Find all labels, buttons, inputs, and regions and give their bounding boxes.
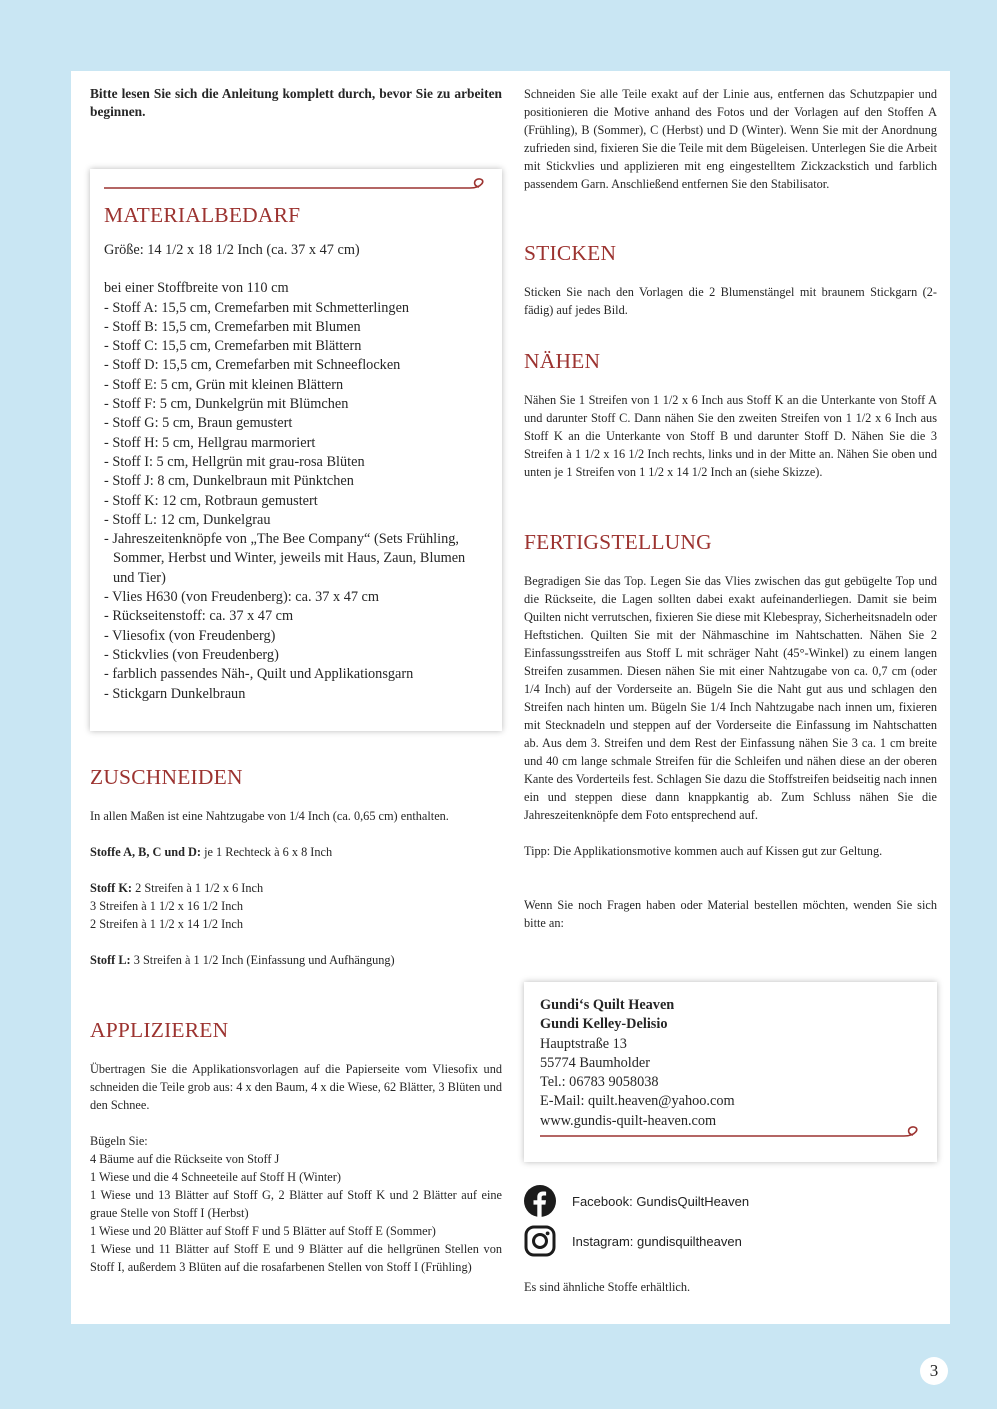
material-box [90, 169, 502, 731]
sticken-text: Sticken Sie nach den Vorlagen die 2 Blumenstängel mit braunem Stickgarn (2-fädig) auf jedes Bild. [524, 285, 937, 317]
material-width-note: bei einer Stoffbreite von 110 cm [104, 280, 289, 297]
facebook-icon [524, 1185, 556, 1217]
material-heading: MATERIALBEDARF [104, 203, 301, 227]
applizieren-continued: Schneiden Sie alle Teile exakt auf der Linie aus, entfernen das Schutzpapier und positionieren die Motive anhand des Fotos und der Vorlagen auf den Stoffen A (Frühling), B (Sommer), C (Herbst) und D (Winter). Wenn Sie mit der Anordnung zufrieden sind, fixieren Sie die Teile mit dem Bügeleisen. Unterlegen Sie die Arbeit mit Stickvlies und applizieren mit eng eingestelltem Zickzackstich und farblich passendem Garn. Anschließend entfernen Sie den Stabilisator. [524, 87, 937, 191]
material-item: - Jahreszeitenknöpfe von „The Bee Company“ (Sets Frühling, Sommer, Herbst und Winter, jeweils mit Haus, Zaun, Blumen und Tier) [104, 531, 466, 586]
contact-name1: Gundi‘s Quilt Heaven [540, 997, 675, 1013]
material-item: - Stickvlies (von Freudenberg) [104, 646, 279, 663]
fertig-heading: FERTIGSTELLUNG [524, 530, 712, 554]
naehen-heading: NÄHEN [524, 349, 601, 373]
fertig-section [524, 530, 937, 932]
intro-text: Bitte lesen Sie sich die Anleitung komplett durch, bevor Sie zu arbeiten beginnen. [90, 86, 502, 119]
facebook-row[interactable] [524, 1184, 937, 1218]
cut-abcd-text: je 1 Rechteck à 6 x 8 Inch [201, 845, 333, 859]
zuschneiden-intro: In allen Maßen ist eine Nahtzugabe von 1/4 Inch (ca. 0,65 cm) enthalten. [90, 809, 449, 823]
material-item: - farblich passendes Näh-, Quilt und Applikationsgarn [104, 666, 414, 683]
applizieren-heading: APPLIZIEREN [90, 1018, 229, 1042]
material-item: - Stoff F: 5 cm, Dunkelgrün mit Blümchen [104, 396, 349, 413]
buegeln-line: 1 Wiese und die 4 Schneeteile auf Stoff H (Winter) [90, 1170, 341, 1184]
material-item: - Stickgarn Dunkelbraun [104, 685, 246, 702]
cut-l [90, 951, 502, 969]
fertig-text: Begradigen Sie das Top. Legen Sie das Vlies zwischen das gut gebügelte Top und die Rückseite, die Lagen sollten dabei exakt aufeinanderliegen. Damit sie beim Quilten nicht verrutschen, fixieren Sie diese mit Klebespray, Sicherheitsnadeln oder Heftstichen. Quilten Sie mit der Nähmaschine im Nahtschatten. Nähen Sie 2 Einfassungsstreifen aus Stoff L mit schräger Naht (45°-Winkel) zu einem langen Streifen zusammen. Diesen nähen Sie mit einer Nahtzugabe von ca. 0,7 cm (oder 1/4 Inch) auf der Vorderseite an. Bügeln Sie die Naht gut aus und schlagen den Streifen nach hinten um. Bügeln Sie 1/4 Inch Nahtzugabe nach innen um, fixieren mit Stecknadeln und steppen auf der Vorderseite die Einfassung im Nahtschatten ab. Aus dem 3. Streifen und dem Rest der Einfassung nähen Sie 3 ca. 1 cm breite und 40 cm lange schmale Streifen für die Schleifen und nähen diese an der oberen Kante des Vorderteils fest. Schlagen Sie dazu die Stoffstreifen beidseitig nach innen ein und steppen diese dann knappkantig ab. Zum Schluss nähen Sie die Jahreszeitenknöpfe dem Foto entsprechend auf. [524, 574, 937, 822]
material-list [104, 299, 488, 704]
material-item: - Stoff H: 5 cm, Hellgrau marmoriert [104, 434, 316, 451]
contact-street: Hauptstraße 13 [540, 1035, 627, 1052]
material-item: - Stoff D: 15,5 cm, Cremefarben mit Schneeflocken [104, 357, 401, 374]
cut-l-label: Stoff L: [90, 953, 131, 967]
buegeln-label: Bügeln Sie: [90, 1134, 148, 1148]
material-item: - Stoff G: 5 cm, Braun gemustert [104, 415, 293, 432]
page-sheet [71, 71, 950, 1324]
zuschneiden-section [90, 765, 502, 969]
instagram-row[interactable] [524, 1224, 937, 1258]
right-column [524, 85, 937, 1294]
material-item: - Stoff B: 15,5 cm, Cremefarben mit Blumen [104, 318, 361, 335]
instagram-label[interactable]: Instagram: gundisquiltheaven [572, 1233, 742, 1249]
material-item: - Stoff K: 12 cm, Rotbraun gemustert [104, 492, 318, 509]
page-number: 3 [920, 1357, 948, 1385]
contact-city: 55774 Baumholder [540, 1054, 650, 1071]
cut-k-line3: 2 Streifen à 1 1/2 x 14 1/2 Inch [90, 917, 243, 931]
material-item: - Rückseitenstoff: ca. 37 x 47 cm [104, 608, 294, 625]
material-item: - Stoff A: 15,5 cm, Cremefarben mit Schmetterlingen [104, 299, 410, 316]
material-item: - Stoff J: 8 cm, Dunkelbraun mit Pünktchen [104, 473, 354, 490]
naehen-section [524, 349, 937, 481]
cut-abcd-label: Stoffe A, B, C und D: [90, 845, 202, 859]
material-item: - Vlies H630 (von Freudenberg): ca. 37 x 47 cm [104, 589, 380, 606]
facebook-label[interactable]: Facebook: GundisQuiltHeaven [572, 1193, 750, 1209]
swirl-divider-icon [540, 1125, 924, 1147]
zuschneiden-heading: ZUSCHNEIDEN [90, 765, 243, 789]
naehen-text: Nähen Sie 1 Streifen von 1 1/2 x 6 Inch aus Stoff K an die Unterkante von Stoff A und darunter Stoff C. Dann nähen Sie den zweiten Streifen von 1 1/2 x 6 Inch aus Stoff K an die Unterkante von Stoff B und darunter Stoff D. Nähen Sie die 3 Streifen à 1 1/2 x 16 1/2 Inch rechts, links und in der Mitte an. Nähen Sie oben und unten je 1 Streifen von 1 1/2 x 14 1/2 Inch an (siehe Skizze). [524, 393, 937, 479]
contact-name2: Gundi Kelley-Delisio [540, 1016, 668, 1033]
contact-web[interactable]: www.gundis-quilt-heaven.com [540, 1112, 717, 1129]
contact-box [524, 982, 937, 1162]
sticken-heading: STICKEN [524, 241, 617, 265]
swirl-divider-icon [104, 177, 490, 199]
cut-k-line2: 3 Streifen à 1 1/2 x 16 1/2 Inch [90, 899, 243, 913]
material-item: - Vliesofix (von Freudenberg) [104, 627, 276, 644]
buegeln-line: 1 Wiese und 11 Blätter auf Stoff E und 9 Blätter auf die hellgrünen Stellen von Stoff I, außerdem 3 Blüten auf die rosafarbenen Stellen von Stoff I (Frühling) [90, 1242, 502, 1274]
applizieren-intro: Übertragen Sie die Applikationsvorlagen auf die Papierseite vom Vliesofix und schneiden die Teile grob aus: 4 x den Baum, 4 x die Wiese, 62 Blätter, 3 Blüten und den Schnee. [90, 1062, 502, 1112]
applizieren-section [90, 1018, 502, 1276]
instagram-icon [524, 1225, 556, 1257]
buegeln-line: 4 Bäume auf die Rückseite von Stoff J [90, 1152, 280, 1166]
questions-text: Wenn Sie noch Fragen haben oder Material bestellen möchten, wenden Sie sich bitte an: [524, 898, 937, 930]
left-column [90, 85, 502, 1274]
material-size: Größe: 14 1/2 x 18 1/2 Inch (ca. 37 x 47 cm) [104, 242, 360, 258]
cut-abcd [90, 843, 502, 861]
cut-k-label: Stoff K: [90, 881, 133, 895]
cut-k [90, 879, 502, 897]
buegeln-line: 1 Wiese und 13 Blätter auf Stoff G, 2 Blätter auf Stoff K und 2 Blätter auf eine graue Stelle von Stoff I (Herbst) [90, 1188, 502, 1220]
material-item: - Stoff E: 5 cm, Grün mit kleinen Blättern [104, 376, 344, 393]
sticken-section [524, 241, 937, 319]
contact-tel: Tel.: 06783 9058038 [540, 1074, 659, 1091]
contact-email[interactable]: E-Mail: quilt.heaven@yahoo.com [540, 1093, 735, 1110]
tip-text: Tipp: Die Applikationsmotive kommen auch auf Kissen gut zur Geltung. [524, 844, 883, 858]
material-item: - Stoff C: 15,5 cm, Cremefarben mit Blättern [104, 338, 362, 355]
footer-note: Es sind ähnliche Stoffe erhältlich. [524, 1280, 691, 1294]
material-item: - Stoff L: 12 cm, Dunkelgrau [104, 511, 271, 528]
cut-l-text: 3 Streifen à 1 1/2 Inch (Einfassung und Aufhängung) [130, 953, 395, 967]
buegeln-line: 1 Wiese und 20 Blätter auf Stoff F und 5 Blätter auf Stoff E (Sommer) [90, 1224, 436, 1238]
material-item: - Stoff I: 5 cm, Hellgrün mit grau-rosa Blüten [104, 453, 365, 470]
cut-k-line1: 2 Streifen à 1 1/2 x 6 Inch [132, 881, 264, 895]
